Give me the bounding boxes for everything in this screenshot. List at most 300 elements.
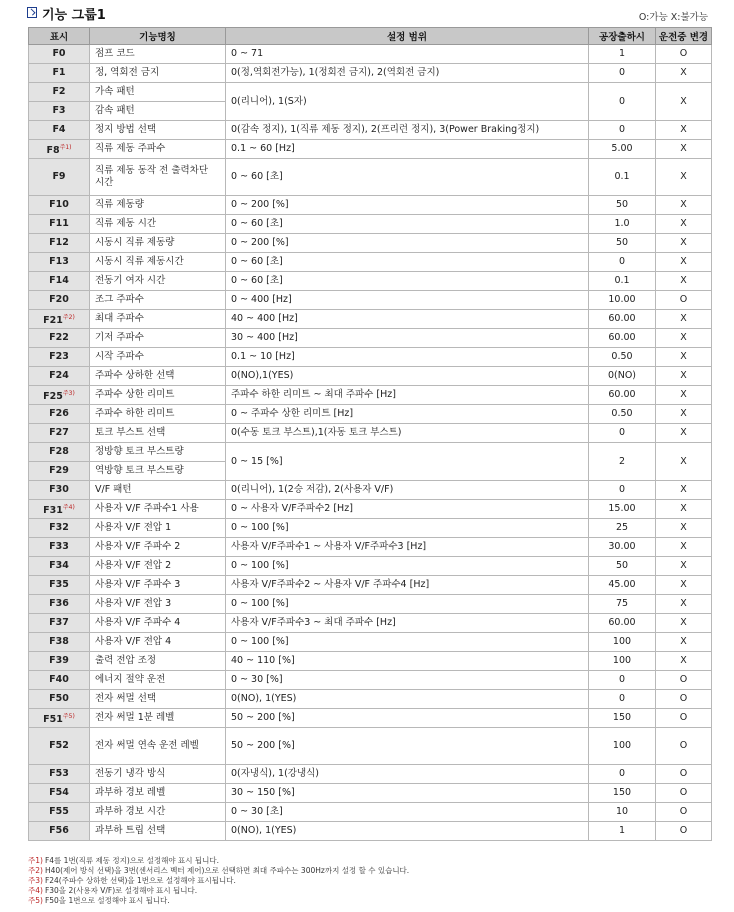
run-change: X [656, 595, 712, 614]
setting-range: 0(NO), 1(YES) [226, 822, 589, 841]
footnote [28, 866, 409, 876]
footnote-mark: 주4) [28, 886, 43, 895]
column-header: 운전중 변경 [656, 28, 712, 45]
run-change: X [656, 348, 712, 367]
setting-range: 0 ~ 사용자 V/F주파수2 [Hz] [226, 500, 589, 519]
setting-range: 30 ~ 150 [%] [226, 784, 589, 803]
factory-default: 25 [589, 519, 656, 538]
param-name: 전자 써멀 1분 레벨 [90, 709, 226, 728]
factory-default: 60.00 [589, 329, 656, 348]
column-header: 공장출하시 [589, 28, 656, 45]
setting-range: 0(자냉식), 1(강냉식) [226, 765, 589, 784]
param-code [29, 633, 90, 652]
table-row [29, 234, 712, 253]
table-row [29, 291, 712, 310]
setting-range: 0(NO), 1(YES) [226, 690, 589, 709]
column-header: 기능명칭 [90, 28, 226, 45]
footnote [28, 896, 409, 906]
footnote-ref: 주4) [62, 503, 75, 511]
run-change: X [656, 234, 712, 253]
table-row [29, 443, 712, 462]
param-code-text: F10 [49, 199, 69, 210]
factory-default: 50 [589, 557, 656, 576]
param-name: 사용자 V/F 전압 4 [90, 633, 226, 652]
param-name: 정, 역회전 금지 [90, 64, 226, 83]
setting-range: 0 ~ 60 [초] [226, 272, 589, 291]
param-code-text: F52 [49, 740, 69, 751]
param-code-text: F12 [49, 237, 69, 248]
run-change: X [656, 614, 712, 633]
setting-range: 50 ~ 200 [%] [226, 728, 589, 765]
param-name: 전자 써멀 연속 운전 레벨 [90, 728, 226, 765]
run-change: O [656, 765, 712, 784]
table-row [29, 253, 712, 272]
param-name: 사용자 V/F 전압 2 [90, 557, 226, 576]
footnote-text: F24(주파수 상하한 선택)을 1번으로 설정해야 표시됩니다. [44, 876, 236, 885]
param-code [29, 121, 90, 140]
table-row [29, 538, 712, 557]
factory-default: 0 [589, 481, 656, 500]
factory-default: 75 [589, 595, 656, 614]
param-name: 사용자 V/F 주파수 2 [90, 538, 226, 557]
setting-range: 0(감속 정지), 1(직류 제동 정지), 2(프리런 정지), 3(Power Braking정지) [226, 121, 589, 140]
param-code-text: F13 [49, 256, 69, 267]
param-code [29, 348, 90, 367]
param-code [29, 64, 90, 83]
param-code-text: F27 [49, 427, 69, 438]
run-change: O [656, 803, 712, 822]
table-row [29, 595, 712, 614]
factory-default: 50 [589, 196, 656, 215]
param-code-text: F54 [49, 787, 69, 798]
param-name: 사용자 V/F 주파수 4 [90, 614, 226, 633]
run-change: O [656, 728, 712, 765]
footnote-text: H40(제어 방식 선택)을 3번(센서리스 벡터 제어)으로 선택하면 최대 주파수는 300Hz까지 설정 할 수 있습니다. [44, 866, 410, 875]
param-code [29, 367, 90, 386]
factory-default: 15.00 [589, 500, 656, 519]
param-code-text: F40 [49, 674, 69, 685]
table-row [29, 405, 712, 424]
param-name: 사용자 V/F 전압 3 [90, 595, 226, 614]
param-code [29, 310, 90, 329]
factory-default: 60.00 [589, 386, 656, 405]
footnote-mark: 주2) [28, 866, 43, 875]
param-code [29, 234, 90, 253]
param-code [29, 329, 90, 348]
param-name: 과부하 경보 레벨 [90, 784, 226, 803]
footnote [28, 876, 409, 886]
table-row [29, 709, 712, 728]
factory-default: 1.0 [589, 215, 656, 234]
param-name: 기저 주파수 [90, 329, 226, 348]
setting-range: 40 ~ 110 [%] [226, 652, 589, 671]
param-code [29, 159, 90, 196]
param-code-text: F21 [43, 314, 63, 326]
table-row [29, 64, 712, 83]
run-change: X [656, 538, 712, 557]
param-name: 가속 패턴 [90, 83, 226, 102]
setting-range: 주파수 하한 리미트 ~ 최대 주파수 [Hz] [226, 386, 589, 405]
factory-default: 0.1 [589, 159, 656, 196]
setting-range: 0 ~ 200 [%] [226, 234, 589, 253]
setting-range: 0 ~ 60 [초] [226, 215, 589, 234]
param-code-text: F35 [49, 579, 69, 590]
table-row [29, 121, 712, 140]
param-code [29, 671, 90, 690]
run-change: O [656, 671, 712, 690]
run-change: X [656, 64, 712, 83]
arrow-box-icon [27, 7, 37, 18]
footnote-mark: 주1) [28, 856, 43, 865]
parameter-table [28, 27, 712, 841]
footnote [28, 886, 409, 896]
param-code-text: F38 [49, 636, 69, 647]
run-change: X [656, 196, 712, 215]
param-name: 전동기 여자 시간 [90, 272, 226, 291]
table-row [29, 765, 712, 784]
run-change: O [656, 45, 712, 64]
factory-default: 0 [589, 671, 656, 690]
table-row [29, 690, 712, 709]
footnote-text: F4를 1번(직류 제동 정지)으로 설정해야 표시 됩니다. [44, 856, 220, 865]
param-code [29, 822, 90, 841]
run-change: X [656, 140, 712, 159]
table-row [29, 348, 712, 367]
table-row [29, 822, 712, 841]
table-row [29, 215, 712, 234]
run-change: X [656, 405, 712, 424]
param-code-text: F23 [49, 351, 69, 362]
param-code [29, 405, 90, 424]
param-code [29, 709, 90, 728]
table-row [29, 329, 712, 348]
factory-default: 1 [589, 45, 656, 64]
table-row [29, 576, 712, 595]
run-change: X [656, 557, 712, 576]
footnote-text: F50을 1번으로 설정해야 표시 됩니다. [44, 896, 170, 905]
param-name: 직류 제동 주파수 [90, 140, 226, 159]
param-name: 감속 패턴 [90, 102, 226, 121]
table-row [29, 614, 712, 633]
factory-default: 100 [589, 652, 656, 671]
table-row [29, 386, 712, 405]
param-code [29, 140, 90, 159]
table-row [29, 140, 712, 159]
factory-default: 0 [589, 424, 656, 443]
param-name: 사용자 V/F 주파수1 사용 [90, 500, 226, 519]
param-name: 직류 제동량 [90, 196, 226, 215]
param-code-text: F24 [49, 370, 69, 381]
param-name: 출력 전압 조정 [90, 652, 226, 671]
run-change: X [656, 215, 712, 234]
setting-range: 0 ~ 100 [%] [226, 595, 589, 614]
footnote [28, 856, 409, 866]
factory-default: 0 [589, 64, 656, 83]
param-name: 직류 제동 동작 전 출력차단 시간 [90, 159, 226, 196]
param-code [29, 443, 90, 462]
setting-range: 50 ~ 200 [%] [226, 709, 589, 728]
factory-default: 60.00 [589, 310, 656, 329]
table-row [29, 367, 712, 386]
setting-range: 0.1 ~ 10 [Hz] [226, 348, 589, 367]
setting-range: 0 ~ 100 [%] [226, 633, 589, 652]
table-header-row [29, 28, 712, 45]
param-name: 토크 부스트 선택 [90, 424, 226, 443]
table-row [29, 481, 712, 500]
param-name: 최대 주파수 [90, 310, 226, 329]
run-change: X [656, 386, 712, 405]
param-code [29, 803, 90, 822]
param-name: 역방향 토크 부스트량 [90, 462, 226, 481]
setting-range: 0 ~ 100 [%] [226, 557, 589, 576]
setting-range: 0(수동 토크 부스트),1(자동 토크 부스트) [226, 424, 589, 443]
setting-range: 사용자 V/F주파수3 ~ 최대 주파수 [Hz] [226, 614, 589, 633]
factory-default: 10.00 [589, 291, 656, 310]
table-row [29, 519, 712, 538]
table-row [29, 45, 712, 64]
param-name: 직류 제동 시간 [90, 215, 226, 234]
param-code-text: F56 [49, 825, 69, 836]
footnotes [28, 856, 409, 906]
param-code [29, 83, 90, 102]
section-title: 기능 그룹1 [42, 8, 106, 23]
table-row [29, 424, 712, 443]
run-change: X [656, 253, 712, 272]
param-code [29, 215, 90, 234]
factory-default: 0 [589, 121, 656, 140]
footnote-ref: 주3) [62, 389, 75, 397]
table-row [29, 310, 712, 329]
table-row [29, 728, 712, 765]
footnote-text: F30을 2(사용자 V/F)로 설정해야 표시 됩니다. [44, 886, 198, 895]
factory-default: 0.1 [589, 272, 656, 291]
param-name: 정방향 토크 부스트량 [90, 443, 226, 462]
setting-range: 30 ~ 400 [Hz] [226, 329, 589, 348]
column-header: 설정 범위 [226, 28, 589, 45]
factory-default: 45.00 [589, 576, 656, 595]
run-change: X [656, 159, 712, 196]
run-change: O [656, 690, 712, 709]
table-row [29, 83, 712, 102]
param-code-text: F2 [52, 86, 66, 97]
param-code-text: F30 [49, 484, 69, 495]
run-change: X [656, 424, 712, 443]
footnote-ref: 주1) [59, 143, 72, 151]
run-change: X [656, 481, 712, 500]
param-code [29, 576, 90, 595]
section-header [27, 4, 710, 24]
param-name: 전동기 냉각 방식 [90, 765, 226, 784]
param-code-text: F29 [49, 465, 69, 476]
param-code-text: F9 [52, 171, 66, 182]
factory-default: 0(NO) [589, 367, 656, 386]
factory-default: 100 [589, 633, 656, 652]
factory-default: 100 [589, 728, 656, 765]
run-change: X [656, 576, 712, 595]
param-code [29, 481, 90, 500]
param-code [29, 652, 90, 671]
factory-default: 50 [589, 234, 656, 253]
param-code-text: F8 [46, 144, 60, 156]
setting-range: 0 ~ 100 [%] [226, 519, 589, 538]
param-code-text: F32 [49, 522, 69, 533]
param-code-text: F33 [49, 541, 69, 552]
param-code [29, 272, 90, 291]
param-code-text: F0 [52, 48, 66, 59]
param-code-text: F3 [52, 105, 66, 116]
setting-range: 40 ~ 400 [Hz] [226, 310, 589, 329]
run-change: X [656, 83, 712, 121]
param-name: 주파수 하한 리미트 [90, 405, 226, 424]
footnote-mark: 주3) [28, 876, 43, 885]
run-change: X [656, 272, 712, 291]
param-name: 조그 주파수 [90, 291, 226, 310]
param-code [29, 690, 90, 709]
param-name: 시동시 직류 제동시간 [90, 253, 226, 272]
param-code [29, 196, 90, 215]
factory-default: 0 [589, 253, 656, 272]
factory-default: 5.00 [589, 140, 656, 159]
setting-range: 사용자 V/F주파수2 ~ 사용자 V/F 주파수4 [Hz] [226, 576, 589, 595]
param-name: 주파수 상하한 선택 [90, 367, 226, 386]
setting-range: 0(리니어), 1(S자) [226, 83, 589, 121]
param-code [29, 784, 90, 803]
param-name: 사용자 V/F 주파수 3 [90, 576, 226, 595]
param-code [29, 519, 90, 538]
param-code [29, 424, 90, 443]
param-name: 과부하 경보 시간 [90, 803, 226, 822]
param-code [29, 765, 90, 784]
param-code-text: F39 [49, 655, 69, 666]
factory-default: 2 [589, 443, 656, 481]
param-name: 사용자 V/F 전압 1 [90, 519, 226, 538]
run-change: X [656, 329, 712, 348]
table-row [29, 196, 712, 215]
param-code-text: F36 [49, 598, 69, 609]
param-name: 점프 코드 [90, 45, 226, 64]
param-code-text: F34 [49, 560, 69, 571]
factory-default: 0 [589, 765, 656, 784]
run-change: O [656, 784, 712, 803]
param-code-text: F26 [49, 408, 69, 419]
param-name: 에너지 절약 운전 [90, 671, 226, 690]
table-row [29, 803, 712, 822]
factory-default: 150 [589, 709, 656, 728]
factory-default: 60.00 [589, 614, 656, 633]
param-code [29, 102, 90, 121]
setting-range: 0(NO),1(YES) [226, 367, 589, 386]
table-row [29, 557, 712, 576]
factory-default: 1 [589, 822, 656, 841]
run-change: X [656, 633, 712, 652]
table-row [29, 500, 712, 519]
param-name: 정지 방법 선택 [90, 121, 226, 140]
param-code-text: F50 [49, 693, 69, 704]
setting-range: 0 ~ 200 [%] [226, 196, 589, 215]
table-row [29, 784, 712, 803]
setting-range: 0 ~ 주파수 상한 리미트 [Hz] [226, 405, 589, 424]
setting-range: 0 ~ 30 [초] [226, 803, 589, 822]
run-change: X [656, 652, 712, 671]
param-code [29, 538, 90, 557]
setting-range: 사용자 V/F주파수1 ~ 사용자 V/F주파수3 [Hz] [226, 538, 589, 557]
setting-range: 0 ~ 15 [%] [226, 443, 589, 481]
table-row [29, 652, 712, 671]
param-code [29, 728, 90, 765]
table-row [29, 671, 712, 690]
param-code-text: F51 [43, 713, 63, 725]
param-code [29, 386, 90, 405]
run-change: O [656, 822, 712, 841]
param-code [29, 462, 90, 481]
param-code [29, 595, 90, 614]
factory-default: 10 [589, 803, 656, 822]
footnote-mark: 주5) [28, 896, 43, 905]
factory-default: 0.50 [589, 348, 656, 367]
param-code [29, 253, 90, 272]
param-code-text: F22 [49, 332, 69, 343]
param-name: 주파수 상한 리미트 [90, 386, 226, 405]
param-code-text: F28 [49, 446, 69, 457]
param-code-text: F53 [49, 768, 69, 779]
footnote-ref: 주2) [62, 313, 75, 321]
factory-default: 0 [589, 690, 656, 709]
param-code-text: F14 [49, 275, 69, 286]
param-code-text: F4 [52, 124, 66, 135]
param-code-text: F11 [49, 218, 69, 229]
param-code-text: F1 [52, 67, 66, 78]
run-change: O [656, 291, 712, 310]
setting-range: 0 ~ 30 [%] [226, 671, 589, 690]
param-code [29, 291, 90, 310]
factory-default: 0.50 [589, 405, 656, 424]
factory-default: 0 [589, 83, 656, 121]
param-code [29, 45, 90, 64]
run-change: O [656, 709, 712, 728]
setting-range: 0 ~ 71 [226, 45, 589, 64]
footnote-ref: 주5) [62, 712, 75, 720]
setting-range: 0 ~ 400 [Hz] [226, 291, 589, 310]
param-code [29, 557, 90, 576]
setting-range: 0(정,역회전가능), 1(정회전 금지), 2(역회전 금지) [226, 64, 589, 83]
table-row [29, 633, 712, 652]
factory-default: 30.00 [589, 538, 656, 557]
table-row [29, 159, 712, 196]
param-code-text: F25 [43, 390, 63, 402]
param-code-text: F20 [49, 294, 69, 305]
setting-range: 0.1 ~ 60 [Hz] [226, 140, 589, 159]
param-name: 전자 써멀 선택 [90, 690, 226, 709]
setting-range: 0 ~ 60 [초] [226, 253, 589, 272]
setting-range: 0 ~ 60 [초] [226, 159, 589, 196]
run-change: X [656, 443, 712, 481]
param-name: 시동시 직류 제동량 [90, 234, 226, 253]
run-change: X [656, 310, 712, 329]
param-code [29, 500, 90, 519]
run-change: X [656, 500, 712, 519]
param-name: 시작 주파수 [90, 348, 226, 367]
table-row [29, 272, 712, 291]
param-name: V/F 패턴 [90, 481, 226, 500]
run-change: X [656, 367, 712, 386]
setting-range: 0(리니어), 1(2승 저감), 2(사용자 V/F) [226, 481, 589, 500]
legend: O:가능 X:불가능 [638, 12, 708, 23]
param-code-text: F31 [43, 504, 63, 516]
param-name: 과부하 트립 선택 [90, 822, 226, 841]
param-code [29, 614, 90, 633]
param-code-text: F37 [49, 617, 69, 628]
factory-default: 150 [589, 784, 656, 803]
